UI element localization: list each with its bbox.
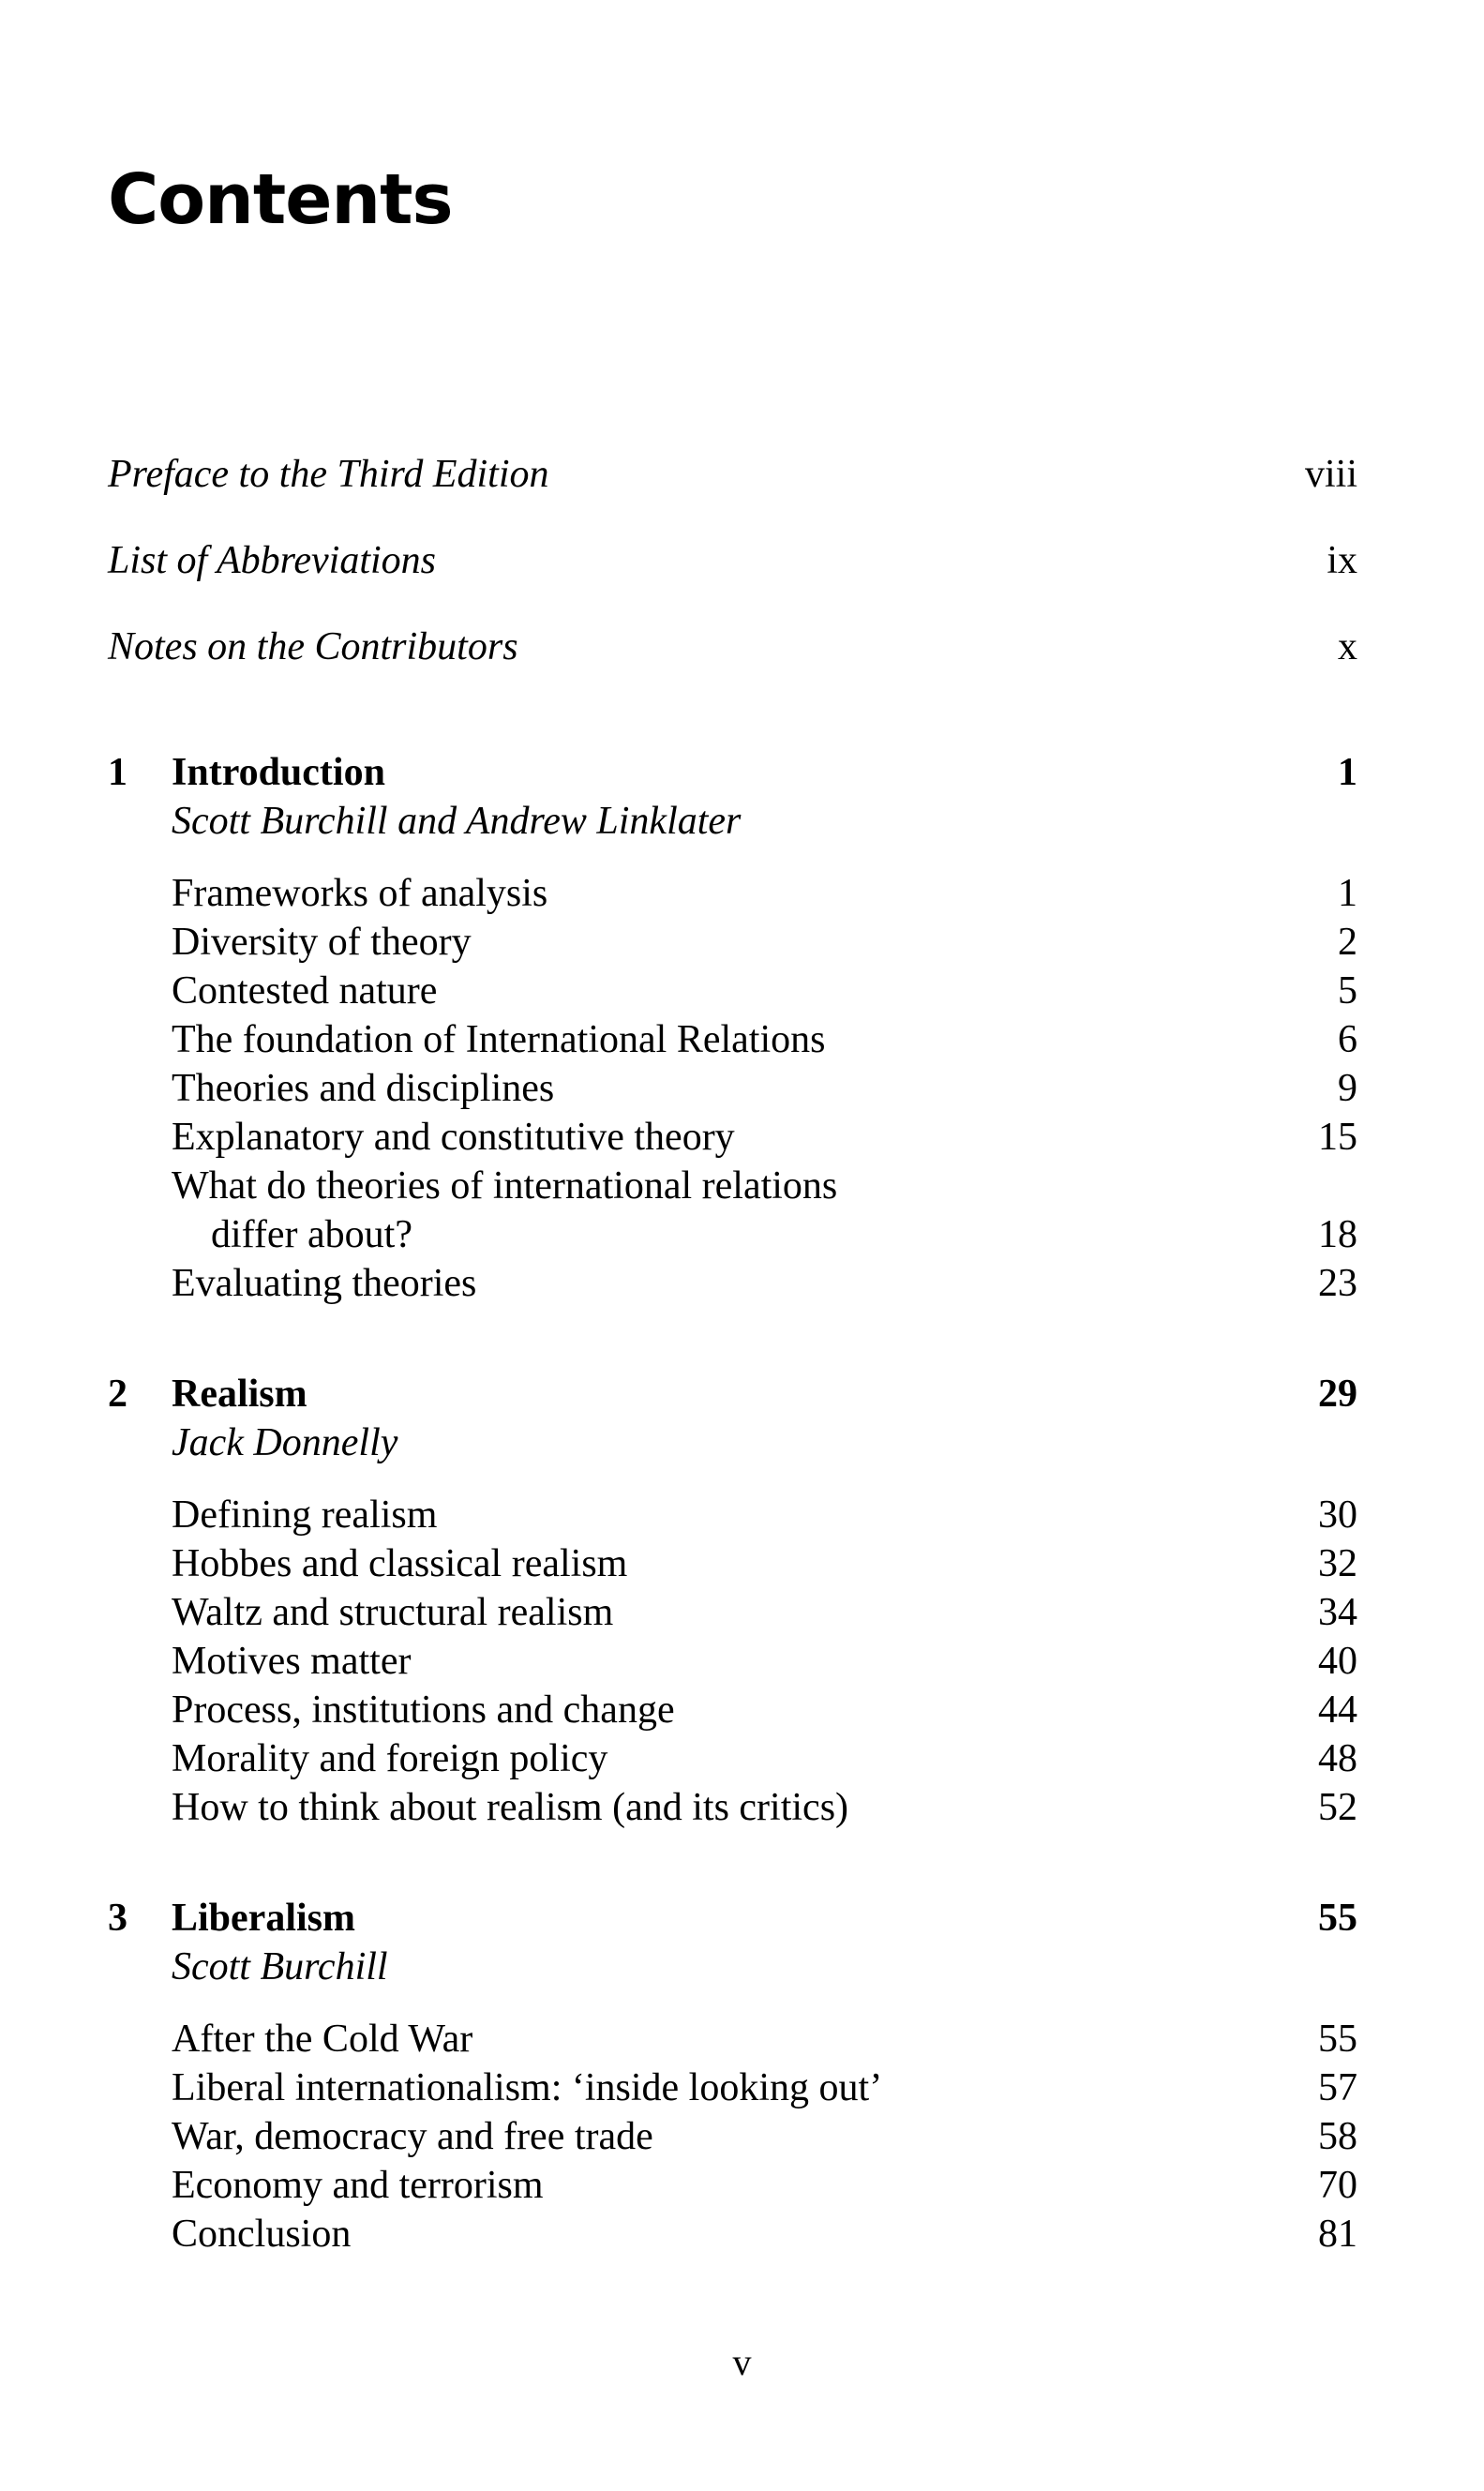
toc-section-entry[interactable]	[0, 1783, 1484, 1832]
toc-page-number: 1	[1338, 872, 1357, 915]
toc-front-matter-entry[interactable]	[0, 536, 1484, 585]
toc-section-entry[interactable]	[0, 869, 1484, 918]
toc-page-number: viii	[1304, 453, 1357, 496]
toc-section-entry[interactable]	[0, 1686, 1484, 1734]
toc-entry-title: Preface to the Third Edition	[108, 453, 549, 496]
toc-section-entry[interactable]	[0, 2015, 1484, 2063]
section-title: Morality and foreign policy	[172, 1737, 608, 1780]
toc-chapter-heading[interactable]	[0, 1370, 1484, 1418]
toc-chapter-author	[0, 1418, 1484, 1467]
section-title: War, democracy and free trade	[172, 2115, 653, 2158]
section-title: After the Cold War	[172, 2018, 473, 2061]
section-title: Waltz and structural realism	[172, 1591, 614, 1634]
toc-page-number: 6	[1338, 1018, 1357, 1061]
toc-section-entry[interactable]	[0, 2161, 1484, 2210]
toc-page-number: 29	[1318, 1373, 1357, 1416]
section-title: Contested nature	[172, 969, 438, 1013]
chapter-author: Scott Burchill	[172, 1945, 388, 1988]
toc-page-number: 15	[1318, 1116, 1357, 1159]
toc-section-entry[interactable]	[0, 1491, 1484, 1539]
toc-page-number: 55	[1318, 2018, 1357, 2061]
toc-chapter-author	[0, 797, 1484, 846]
toc-section-entry[interactable]	[0, 2112, 1484, 2161]
toc-page-number: 57	[1318, 2066, 1357, 2109]
section-title: Diversity of theory	[172, 921, 472, 964]
toc-section-entry[interactable]	[0, 1539, 1484, 1588]
section-title: Theories and disciplines	[172, 1067, 555, 1110]
section-title: Liberal internationalism: ‘inside looking out’	[172, 2066, 883, 2109]
section-title: Motives matter	[172, 1640, 412, 1683]
toc-page-number: 2	[1338, 921, 1357, 964]
toc-page-number: 52	[1318, 1786, 1357, 1829]
toc-chapter-heading[interactable]	[0, 748, 1484, 797]
page-title: Contents	[108, 159, 453, 240]
toc-section-entry[interactable]	[0, 1637, 1484, 1686]
toc-section-entry[interactable]	[0, 1259, 1484, 1308]
toc-section-entry[interactable]	[0, 1113, 1484, 1162]
toc-page-number: 32	[1318, 1542, 1357, 1585]
toc-page-number: 48	[1318, 1737, 1357, 1780]
section-title: Hobbes and classical realism	[172, 1542, 628, 1585]
toc-chapter-author	[0, 1943, 1484, 1991]
chapter-title: Liberalism	[172, 1897, 355, 1940]
toc-page-number: 5	[1338, 969, 1357, 1013]
section-title: Frameworks of analysis	[172, 872, 548, 915]
toc-page-number: 18	[1318, 1213, 1357, 1256]
toc-section-entry[interactable]	[0, 918, 1484, 967]
toc-entry-title: List of Abbreviations	[108, 539, 437, 582]
toc-entry-title: Notes on the Contributors	[108, 625, 518, 668]
toc-section-entry[interactable]	[0, 1734, 1484, 1783]
chapter-title: Realism	[172, 1373, 307, 1416]
toc-page-number: 34	[1318, 1591, 1357, 1634]
section-title: Evaluating theories	[172, 1262, 477, 1305]
toc-section-entry[interactable]	[0, 1588, 1484, 1637]
toc-section-entry-continued[interactable]	[0, 1210, 1484, 1259]
toc-section-entry[interactable]	[0, 1015, 1484, 1064]
section-title: Conclusion	[172, 2213, 352, 2256]
section-title: How to think about realism (and its critics)	[172, 1786, 849, 1829]
toc-page-number: ix	[1327, 539, 1357, 582]
chapter-author: Scott Burchill and Andrew Linklater	[172, 800, 742, 843]
toc-page-number: x	[1338, 625, 1357, 668]
toc-page-number: 70	[1318, 2164, 1357, 2207]
toc-section-entry[interactable]	[0, 2063, 1484, 2112]
section-title: The foundation of International Relations	[172, 1018, 826, 1061]
toc-section-entry[interactable]	[0, 2210, 1484, 2258]
chapter-number: 2	[108, 1373, 127, 1416]
section-title: Defining realism	[172, 1493, 438, 1537]
section-title: Economy and terrorism	[172, 2164, 544, 2207]
section-title: What do theories of international relations	[172, 1164, 838, 1208]
toc-page-number: 58	[1318, 2115, 1357, 2158]
toc-front-matter-entry[interactable]	[0, 623, 1484, 671]
section-title-continued: differ about?	[211, 1213, 412, 1256]
toc-page-number: 44	[1318, 1688, 1357, 1732]
section-title: Explanatory and constitutive theory	[172, 1116, 735, 1159]
toc-page-number: 1	[1338, 751, 1357, 794]
toc-page-number: 23	[1318, 1262, 1357, 1305]
chapter-title: Introduction	[172, 751, 385, 794]
toc-page-number: 30	[1318, 1493, 1357, 1537]
toc-front-matter-entry[interactable]	[0, 450, 1484, 499]
toc-chapter-heading[interactable]	[0, 1894, 1484, 1943]
section-title: Process, institutions and change	[172, 1688, 675, 1732]
chapter-author: Jack Donnelly	[172, 1421, 398, 1464]
toc-page-number: 9	[1338, 1067, 1357, 1110]
toc-page-number: 81	[1318, 2213, 1357, 2256]
toc-section-entry[interactable]	[0, 1162, 1484, 1210]
toc-page-number: 55	[1318, 1897, 1357, 1940]
toc-section-entry[interactable]	[0, 967, 1484, 1015]
chapter-number: 1	[108, 751, 127, 794]
chapter-number: 3	[108, 1897, 127, 1940]
toc-section-entry[interactable]	[0, 1064, 1484, 1113]
toc-page-number: 40	[1318, 1640, 1357, 1683]
page-folio: v	[732, 2341, 752, 2383]
